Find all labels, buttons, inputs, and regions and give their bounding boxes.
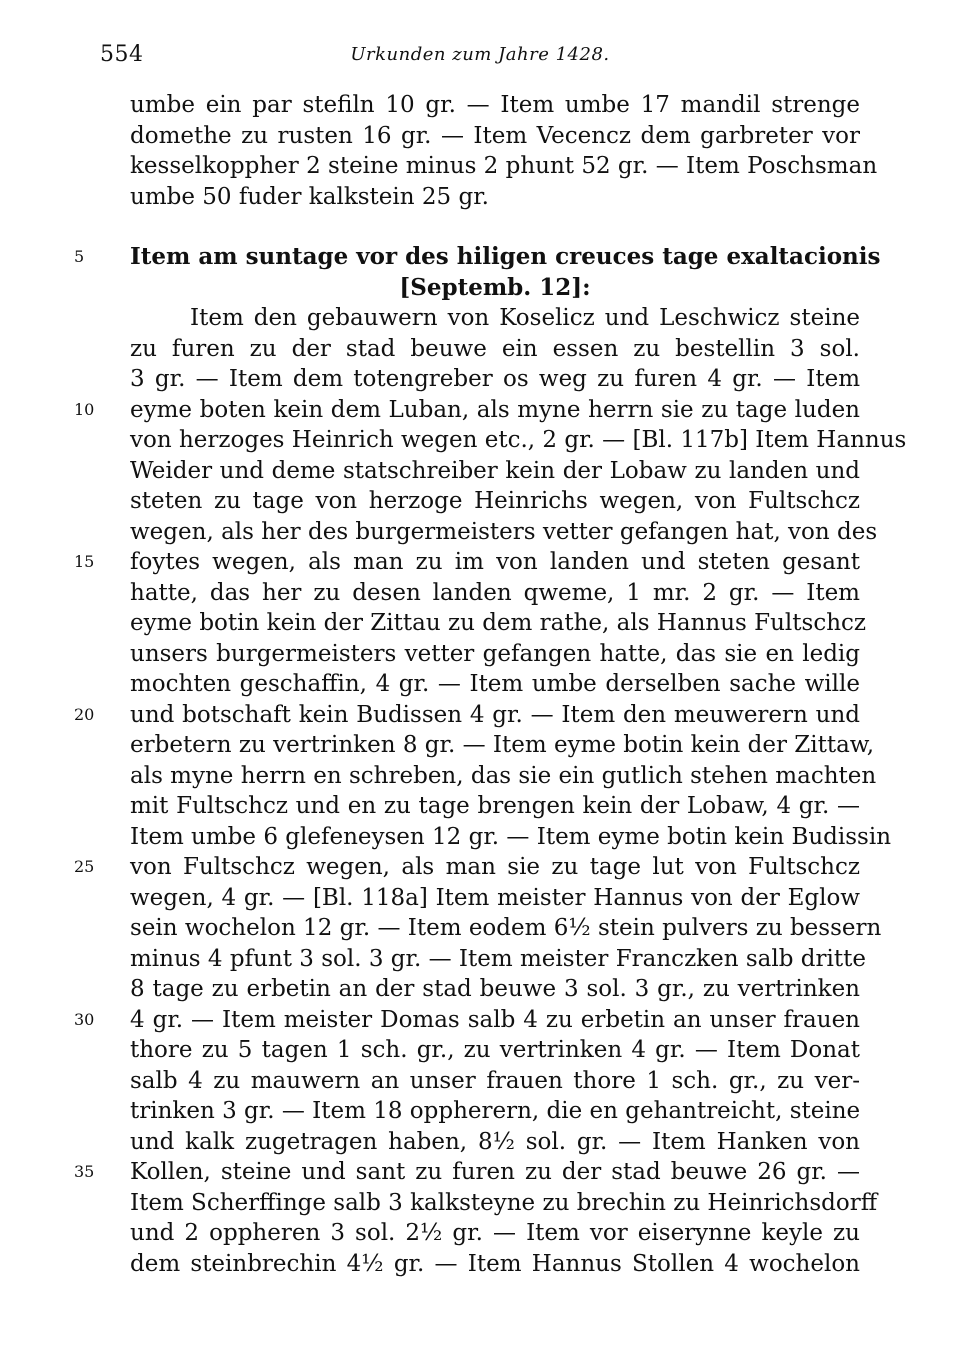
text-line: Item umbe 6 glefeneysen 12 gr. — Item eyme botin kein Budissin <box>130 823 892 850</box>
text-line: zu furen zu der stad beuwe ein essen zu bestellin 3 sol. <box>130 335 860 362</box>
text-line: erbetern zu vertrinken 8 gr. — Item eyme botin kein der Zittaw, <box>130 732 875 758</box>
text-line: kesselkoppher 2 steine minus 2 phunt 52 gr. — Item Poschsman <box>130 153 878 179</box>
line-number: 30 <box>74 1009 95 1029</box>
line-number: 20 <box>74 704 95 724</box>
text-line: als myne herrn en schreben, das sie ein gutlich stehen machten <box>130 762 877 789</box>
text-line: Weider und deme statschreiber kein der Lobaw zu landen und <box>130 457 860 484</box>
line-number: 25 <box>74 857 95 876</box>
text-line: mit Fultschcz und en zu tage brengen kein der Lobaw, 4 gr. — <box>130 793 860 819</box>
text-line <box>74 395 860 426</box>
line-number: 5 <box>74 247 85 266</box>
line-text: und botschaft kein Budissen 4 gr. — Item den meuwerern und <box>130 701 860 728</box>
line-number: 15 <box>74 552 95 571</box>
text-line: minus 4 pfunt 3 sol. 3 gr. — Item meister Franczken salb dritte <box>130 945 866 972</box>
text-line: thore zu 5 tagen 1 sch. gr., zu vertrinken 4 gr. — Item Donat <box>130 1037 860 1063</box>
text-line: mochten geschaffin, 4 gr. — Item umbe derselben sache wille <box>130 671 860 697</box>
text-line: sein wochelon 12 gr. — Item eodem 6½ stein pulvers zu bessern <box>130 915 882 941</box>
text-line: von herzoges Heinrich wegen etc., 2 gr. — [Bl. 117b] Item Hannus <box>130 427 907 453</box>
text-line: und 2 oppheren 3 sol. 2½ gr. — Item vor eiserynne keyle zu <box>130 1220 860 1246</box>
text-line: Item Scherffinge salb 3 kalksteyne zu brechin zu Heinrichsdorff <box>130 1189 878 1216</box>
line-number: 35 <box>74 1162 95 1181</box>
text-line: 3 gr. — Item dem totengreber os weg zu furen 4 gr. — Item <box>130 366 860 392</box>
text-line: wegen, als her des burgermeisters vetter gefangen hat, von des <box>130 518 878 545</box>
text-line <box>74 547 860 578</box>
text-line: hatte, das her zu desen landen qweme, 1 mr. 2 gr. — Item <box>130 579 860 606</box>
text-line: wegen, 4 gr. — [Bl. 118a] Item meister Hannus von der Eglow <box>130 884 860 911</box>
line-number: 10 <box>74 399 95 419</box>
line-text: von Fultschcz wegen, als man sie zu tage lut von Fultschcz <box>130 854 860 880</box>
line-text: 4 gr. — Item meister Domas salb 4 zu erbetin an unser frauen <box>130 1006 860 1033</box>
section-heading-line <box>74 242 881 273</box>
page-body <box>74 90 907 1279</box>
text-line: unsers burgermeisters vetter gefangen hatte, das sie en ledig <box>130 640 860 667</box>
text-line: salb 4 zu mauwern an unser frauen thore 1 sch. gr., zu ver- <box>130 1067 860 1094</box>
page-header <box>100 42 860 72</box>
line-text: eyme boten kein dem Luban, als myne herrn sie zu tage luden <box>130 396 860 423</box>
text-line <box>74 852 860 883</box>
running-head: Urkunden zum Jahre 1428. <box>350 44 610 65</box>
line-text: Kollen, steine und sant zu furen zu der stad beuwe 26 gr. — <box>130 1159 860 1185</box>
text-line <box>74 1157 860 1188</box>
line-text: foytes wegen, als man zu im von landen und steten gesant <box>130 549 860 575</box>
paragraph-gap <box>130 212 860 242</box>
text-line: steten zu tage von herzoge Heinrichs wegen, von Fultschcz <box>130 488 860 514</box>
text-line: und kalk zugetragen haben, 8½ sol. gr. — Item Hanken von <box>130 1128 860 1155</box>
text-line: trinken 3 gr. — Item 18 oppherern, die en gehantreicht, steine <box>130 1098 861 1124</box>
text-line: domethe zu rusten 16 gr. — Item Vecencz dem garbreter vor <box>130 122 860 149</box>
text-line: umbe 50 fuder kalkstein 25 gr. <box>130 183 489 210</box>
text-line: Item den gebauwern von Koselicz und Leschwicz steine <box>190 305 860 331</box>
text-line <box>74 1005 860 1036</box>
page-number: 554 <box>100 42 144 67</box>
text-line: eyme botin kein der Zittau zu dem rathe, als Hannus Fultschcz <box>130 610 867 636</box>
text-line: umbe ein par stefiln 10 gr. — Item umbe 17 mandil strenge <box>130 92 860 118</box>
text-line <box>74 700 860 731</box>
section-heading-text: Item am suntage vor des hiligen creuces tage exaltacionis <box>130 243 881 270</box>
section-heading-line: [Septemb. 12]: <box>399 273 591 301</box>
text-line: dem steinbrechin 4½ gr. — Item Hannus Stollen 4 wochelon <box>130 1250 860 1277</box>
text-line: 8 tage zu erbetin an der stad beuwe 3 sol. 3 gr., zu vertrinken <box>130 976 860 1002</box>
